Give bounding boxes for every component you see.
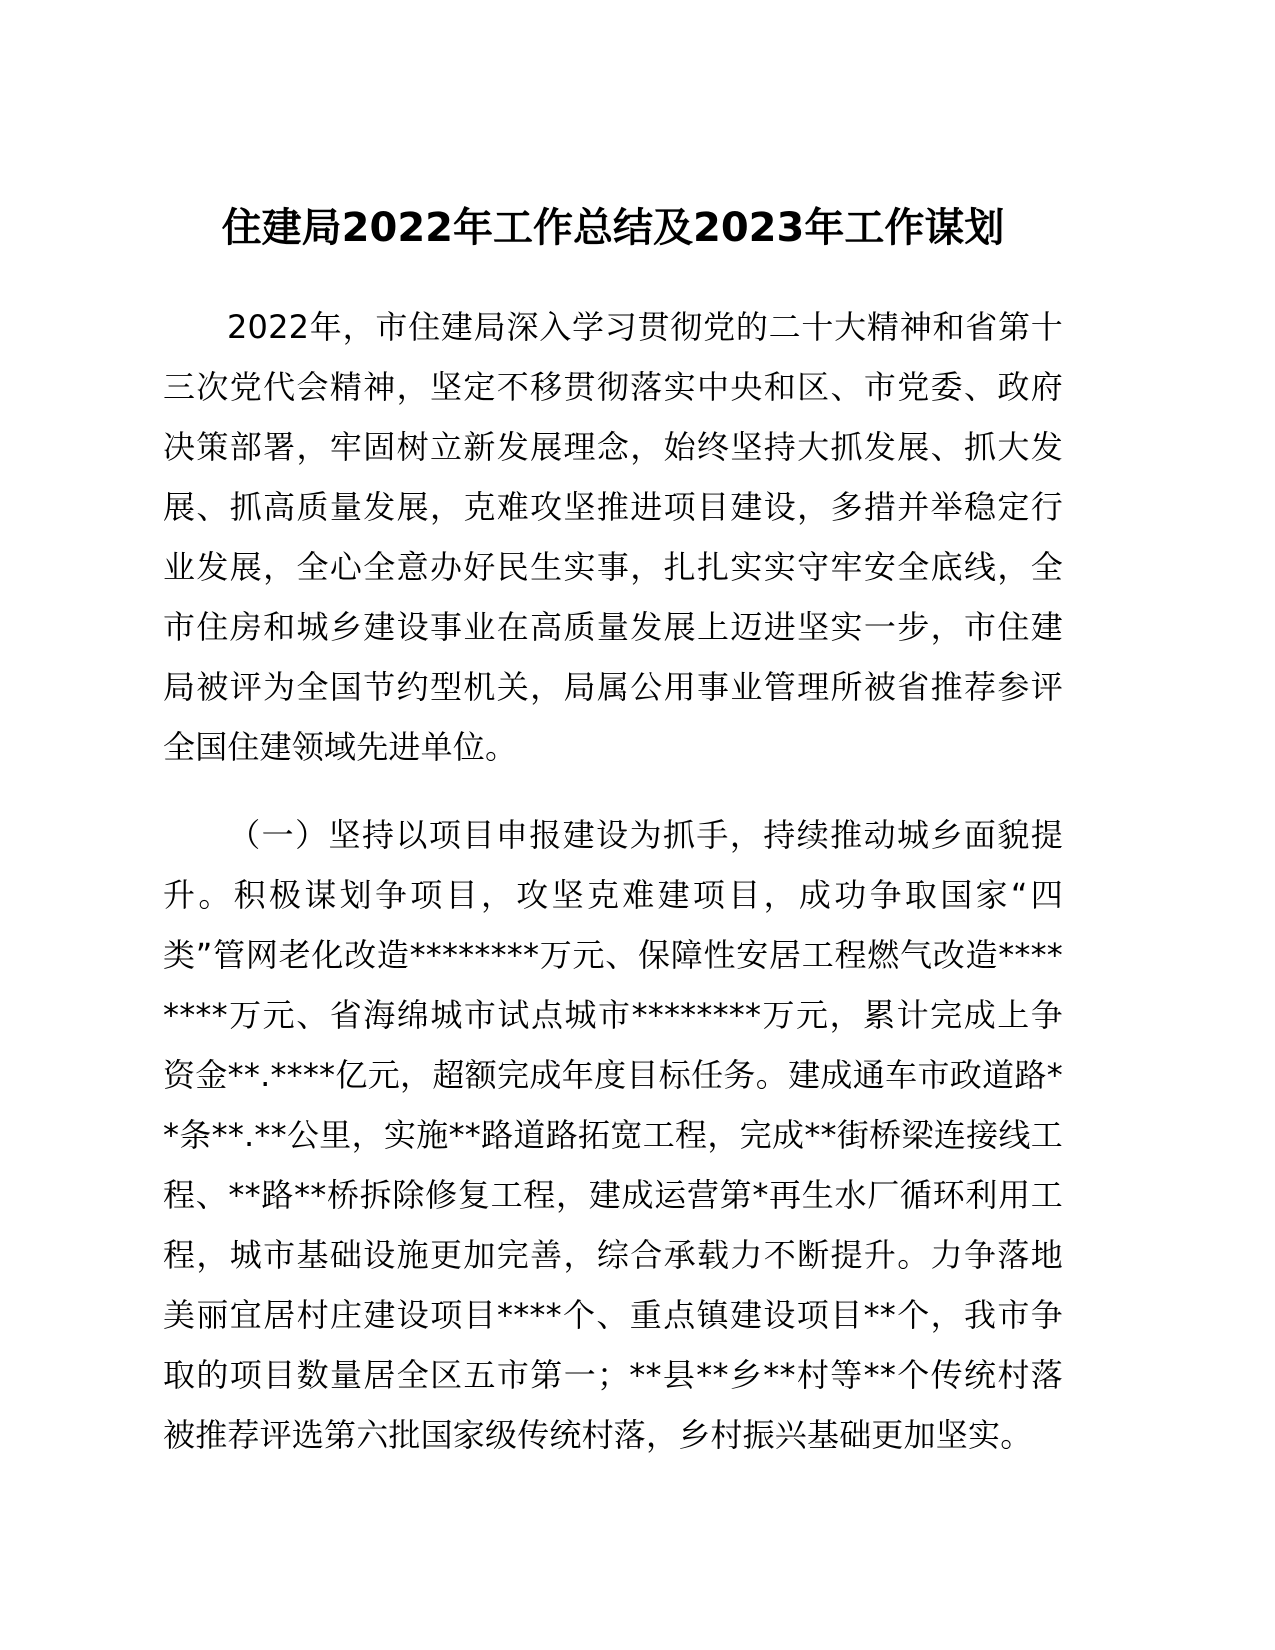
paragraph-section-one xyxy=(163,805,1063,1465)
paragraph-intro xyxy=(163,297,1063,777)
document-content xyxy=(163,0,1063,1465)
paragraph-text: 2022年，市住建局深入学习贯彻党的二十大精神和省第十三次党代会精神，坚定不移贯彻落实中央和区、市党委、政府决策部署，牢固树立新发展理念，始终坚持大抓发展、抓大发展、抓高质量发展，克难攻坚推进项目建设，多措并举稳定行业发展，全心全意办好民生实事，扎扎实实守牢安全底线，全市住房和城乡建设事业在高质量发展上迈进坚实一步，市住建局被评为全国节约型机关，局属公用事业管理所被省推荐参评全国住建领域先进单位。 xyxy=(163,308,1063,767)
paragraph-text: （一）坚持以项目申报建设为抓手，持续推动城乡面貌提升。积极谋划争项目，攻坚克难建项目，成功争取国家“四类”管网老化改造********万元、保障性安居工程燃气改造********万元、省海绵城市试点城市********万元，累计完成上争资金**.****亿元，超额完成年度目标任务。建成通车市政道路**条**.**公里，实施**路道路拓宽工程，完成**街桥梁连接线工程、**路**桥拆除修复工程，建成运营第*再生水厂循环利用工程，城市基础设施更加完善，综合承载力不断提升。力争落地美丽宜居村庄建设项目****个、重点镇建设项目**个，我市争取的项目数量居全区五市第一；**县**乡**村等**个传统村落被推荐评选第六批国家级传统村落，乡村振兴基础更加坚实。 xyxy=(163,816,1063,1455)
page-title: 住建局2022年工作总结及2023年工作谋划 xyxy=(221,205,1005,251)
